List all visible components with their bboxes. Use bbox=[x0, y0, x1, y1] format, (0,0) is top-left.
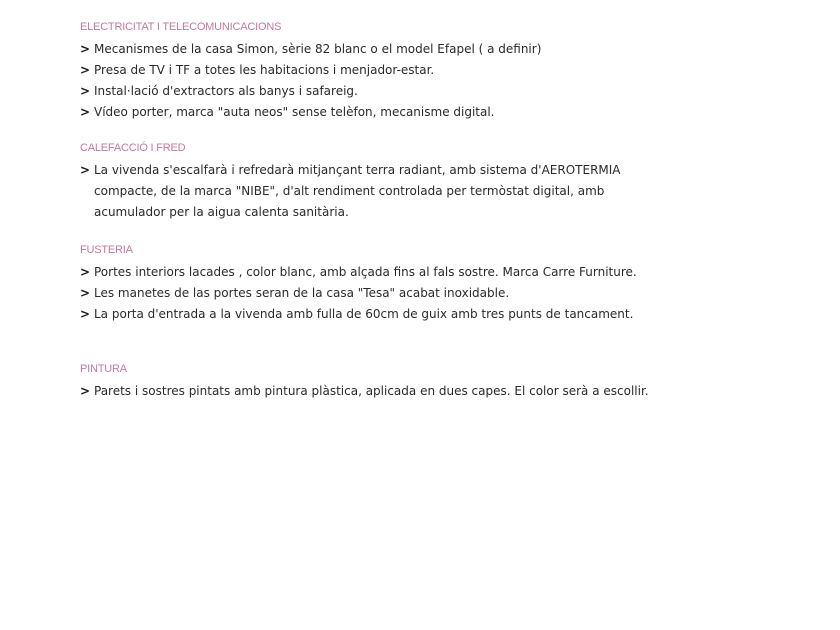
list-item bbox=[80, 102, 780, 123]
list-item-continuation bbox=[80, 181, 780, 202]
list-item bbox=[80, 304, 780, 325]
section-fusteria bbox=[80, 243, 780, 325]
bullet-marker: > bbox=[80, 265, 91, 279]
bullet-marker: > bbox=[80, 105, 91, 119]
list-item bbox=[80, 60, 780, 81]
item-text: Presa de TV i TF a totes les habitacions i menjador-estar. bbox=[94, 63, 435, 77]
item-text: Instal·lació d'extractors als banys i safareig. bbox=[94, 84, 358, 98]
section-electricitat bbox=[80, 20, 780, 123]
item-text: La porta d'entrada a la vivenda amb fulla de 60cm de guix amb tres punts de tancament. bbox=[94, 307, 634, 321]
bullet-marker: > bbox=[80, 84, 91, 98]
list-item bbox=[80, 262, 780, 283]
item-text: La vivenda s'escalfarà i refredarà mitjançant terra radiant, amb sistema d'AEROTERMIA bbox=[94, 163, 621, 177]
item-text: Les manetes de las portes seran de la casa "Tesa" acabat inoxidable. bbox=[94, 286, 510, 300]
list-item bbox=[80, 283, 780, 304]
bullet-marker: > bbox=[80, 384, 91, 398]
section-heading: FUSTERIA bbox=[80, 244, 133, 256]
list-item bbox=[80, 39, 780, 60]
item-text: Portes interiors lacades , color blanc, amb alçada fins al fals sostre. Marca Carre Furniture. bbox=[94, 265, 637, 279]
item-text: acumulador per la aigua calenta sanitària. bbox=[94, 205, 349, 219]
bullet-marker: > bbox=[80, 42, 91, 56]
list-item bbox=[80, 381, 780, 402]
item-text: Vídeo porter, marca "auta neos" sense telèfon, mecanisme digital. bbox=[94, 105, 495, 119]
list-item bbox=[80, 160, 780, 181]
bullet-marker: > bbox=[80, 63, 91, 77]
list-item-continuation bbox=[80, 202, 780, 223]
section-calefaccio bbox=[80, 141, 780, 223]
bullet-marker: > bbox=[80, 163, 91, 177]
item-text: Mecanismes de la casa Simon, sèrie 82 blanc o el model Efapel ( a definir) bbox=[94, 42, 542, 56]
section-heading: PINTURA bbox=[80, 363, 127, 375]
section-pintura bbox=[80, 362, 780, 402]
bullet-marker: > bbox=[80, 286, 91, 300]
list-item bbox=[80, 81, 780, 102]
bullet-marker: > bbox=[80, 307, 91, 321]
item-text: compacte, de la marca "NIBE", d'alt rendiment controlada per termòstat digital, amb bbox=[94, 184, 605, 198]
section-heading: ELECTRICITAT I TELECOMUNICACIONS bbox=[80, 21, 282, 33]
section-heading: CALEFACCIÓ I FRED bbox=[80, 142, 186, 154]
item-text: Parets i sostres pintats amb pintura plàstica, aplicada en dues capes. El color serà a escollir. bbox=[94, 384, 649, 398]
